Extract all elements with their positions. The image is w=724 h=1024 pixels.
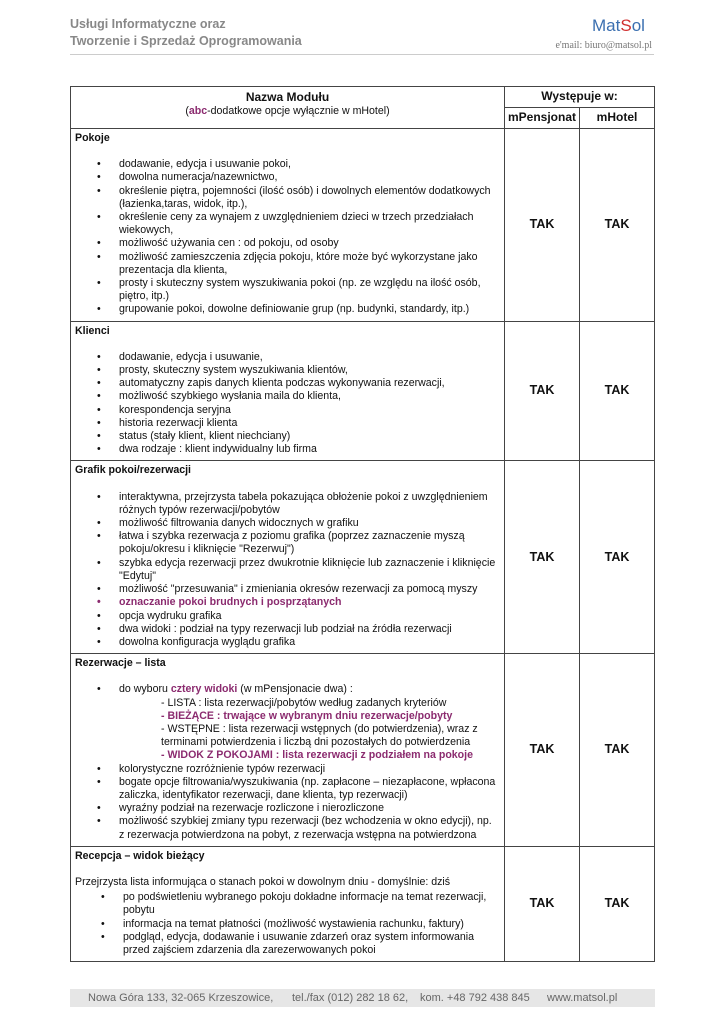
module-cell-klienci	[71, 321, 505, 461]
list-item: • łatwa i szybka rezerwacja z poziomu grafika (poprzez zaznaczenie myszą pokoju/okresu i kliknięcie "Rezerwuj")	[119, 530, 498, 556]
table-header-row	[71, 87, 655, 108]
feature-list	[75, 491, 498, 649]
section-title: Rezerwacje – lista	[75, 657, 166, 670]
list-item: • dowolna numeracja/nazewnictwo,	[119, 171, 498, 184]
list-item: • możliwość filtrowania danych widocznych w grafiku	[119, 517, 498, 530]
list-item: • dodawanie, edycja i usuwanie pokoi,	[119, 158, 498, 171]
mpensjonat-value: TAK	[505, 321, 580, 461]
contact-email: e'mail: biuro@matsol.pl	[555, 40, 652, 51]
company-name	[70, 16, 302, 50]
mpensjonat-value: TAK	[505, 129, 580, 322]
list-item: • podgląd, edycja, dodawanie i usuwanie zdarzeń oraz system informowania przed zajściem zdarzenia dla zarezerwowanych pokoi	[123, 931, 498, 957]
list-item: • opcja wydruku grafika	[119, 610, 498, 623]
list-item: • możliwość "przesuwania" i zmieniania okresów rezerwacji za pomocą myszy	[119, 583, 498, 596]
list-item-highlighted: • oznaczanie pokoi brudnych i posprzątanych	[119, 596, 498, 609]
list-item: • automatyczny zapis danych klienta podczas wykonywania rezerwacji,	[119, 377, 498, 390]
list-item: • grupowanie pokoi, dowolne definiowanie grup (np. budynki, standardy, itp.)	[119, 303, 498, 316]
mhotel-value: TAK	[580, 129, 655, 322]
list-item: • po podświetleniu wybranego pokoju dokładne informacje na temat rezerwacji, pobytu	[123, 891, 498, 917]
view-lista: - LISTA : lista rezerwacji/pobytów według zadanych kryteriów	[161, 696, 447, 709]
column-header-occurs-in: Występuje w:	[505, 87, 655, 108]
header-divider	[70, 54, 654, 55]
list-item: • kolorystyczne rozróżnienie typów rezerwacji	[119, 763, 498, 776]
views-highlight: cztery widoki	[170, 683, 238, 696]
list-item: • informacja na temat płatności (możliwość wystawienia rachunku, faktury)	[123, 918, 498, 931]
list-item: • prosty i skuteczny system wyszukiwania pokoi (np. ze względu na ilość osób, piętro, itp.)	[119, 277, 498, 303]
logo-text-a: Mat	[592, 16, 621, 35]
feature-list	[75, 891, 498, 957]
section-intro: Przejrzysta lista informująca o stanach pokoi w dowolnym dniu - domyślnie: dziś	[75, 875, 451, 888]
list-item: • szybka edycja rezerwacji przez dwukrotnie kliknięcie lub zaznaczenie i kliknięcie "Edytuj"	[119, 557, 498, 583]
mpensjonat-value: TAK	[505, 846, 580, 961]
list-item: • możliwość szybkiej zmiany typu rezerwacji (bez wchodzenia w okno edycji), np. z rezerwacja potwierdzona na pobyt, z rezerwacja wstępna na potwierdzona	[119, 815, 498, 841]
list-item: • korespondencja seryjna	[119, 404, 498, 417]
module-cell-rezerwacje	[71, 654, 505, 847]
table-row-grafik	[71, 461, 655, 654]
footer-phone: tel./fax (012) 282 18 62,	[292, 992, 409, 1004]
list-item: • możliwość używania cen : od pokoju, od osoby	[119, 237, 498, 250]
matsol-logo	[592, 16, 652, 38]
list-item: • dowolna konfiguracja wyglądu grafika	[119, 636, 498, 649]
table-row-pokoje	[71, 129, 655, 322]
table-row-klienci	[71, 321, 655, 461]
feature-list	[75, 683, 498, 841]
list-item: • historia rezerwacji klienta	[119, 417, 498, 430]
table-row-rezerwacje	[71, 654, 655, 847]
list-item: • prosty, skuteczny system wyszukiwania klientów,	[119, 364, 498, 377]
column-header-module-name	[71, 87, 505, 129]
list-item: • interaktywna, przejrzysta tabela pokazująca obłożenie pokoi z uwzględnieniem różnych typów rezerwacji/pobytów	[119, 491, 498, 517]
module-cell-pokoje	[71, 129, 505, 322]
mpensjonat-value: TAK	[505, 654, 580, 847]
list-item: • dwa widoki : podział na typy rezerwacji lub podział na źródła rezerwacji	[119, 623, 498, 636]
feature-list	[75, 158, 498, 316]
views-prefix: do wyboru	[119, 683, 171, 696]
feature-list	[75, 351, 498, 457]
mhotel-value: TAK	[580, 846, 655, 961]
mhotel-value: TAK	[580, 321, 655, 461]
mpensjonat-value: TAK	[505, 461, 580, 654]
note-open-paren: (	[185, 105, 189, 117]
company-line-1: Usługi Informatyczne oraz	[70, 17, 226, 31]
note-rest: -dodatkowe opcje wyłącznie w mHotel)	[207, 105, 390, 117]
footer-address: Nowa Góra 133, 32-065 Krzeszowice,	[88, 992, 274, 1004]
list-item-views	[119, 683, 498, 762]
mhotel-value: TAK	[580, 654, 655, 847]
page-footer	[70, 989, 655, 1007]
module-name-title: Nazwa Modułu	[245, 90, 330, 104]
view-biezace: - BIEŻĄCE : trwające w wybranym dniu rezerwacje/pobyty	[161, 709, 453, 722]
logo-text-c: ol	[631, 16, 645, 35]
section-title: Pokoje	[75, 132, 110, 144]
column-header-mpensjonat: mPensjonat	[505, 108, 580, 129]
view-wstepne: - WSTĘPNE : lista rezerwacji wstępnych (do potwierdzenia), wraz z terminami potwierdzenia i liczbą dni pozostałych do potwierdzenia	[161, 722, 478, 749]
views-suffix: (w mPensjonacie dwa) :	[237, 683, 353, 696]
list-item: • możliwość zamieszczenia zdjęcia pokoju, które może być wykorzystane jako prezentacja dla klienta,	[119, 251, 498, 277]
company-line-2: Tworzenie i Sprzedaż Oprogramowania	[70, 34, 302, 48]
list-item: • określenie piętra, pojemności (ilość osób) i dowolnych elementów dodatkowych (łazienka,taras, widok, itp.),	[119, 185, 498, 211]
column-header-mhotel: mHotel	[580, 108, 655, 129]
module-cell-recepcja	[71, 846, 505, 961]
list-item: • wyraźny podział na rezerwacje rozliczone i nierozliczone	[119, 802, 498, 815]
footer-mobile: kom. +48 792 438 845	[420, 992, 530, 1004]
section-title: Recepcja – widok bieżący	[75, 849, 205, 862]
list-item: • dodawanie, edycja i usuwanie,	[119, 351, 498, 364]
modules-table	[70, 86, 655, 962]
list-item: • możliwość szybkiego wysłania maila do klienta,	[119, 390, 498, 403]
list-item: • dwa rodzaje : klient indywidualny lub firma	[119, 443, 498, 456]
list-item: • bogate opcje filtrowania/wyszukiwania (np. zapłacone – niezapłacone, wpłacona zaliczka, identyfikator rezerwacji, dane klienta, typ rezerwacji)	[119, 776, 498, 802]
list-item: • określenie ceny za wynajem z uwzględnieniem dzieci w trzech przedziałach wiekowych,	[119, 211, 498, 237]
module-name-note	[71, 105, 504, 118]
mhotel-value: TAK	[580, 461, 655, 654]
table-row-recepcja	[71, 846, 655, 961]
footer-website[interactable]: www.matsol.pl	[547, 992, 618, 1004]
list-item: • status (stały klient, klient niechciany)	[119, 430, 498, 443]
module-cell-grafik	[71, 461, 505, 654]
view-widok-z-pokojami: - WIDOK Z POKOJAMI : lista rezerwacji z podziałem na pokoje	[161, 749, 473, 762]
section-title: Grafik pokoi/rezerwacji	[75, 464, 191, 477]
section-title: Klienci	[75, 324, 110, 337]
logo-text-b: S	[620, 16, 632, 35]
note-abc: abc	[188, 105, 208, 117]
